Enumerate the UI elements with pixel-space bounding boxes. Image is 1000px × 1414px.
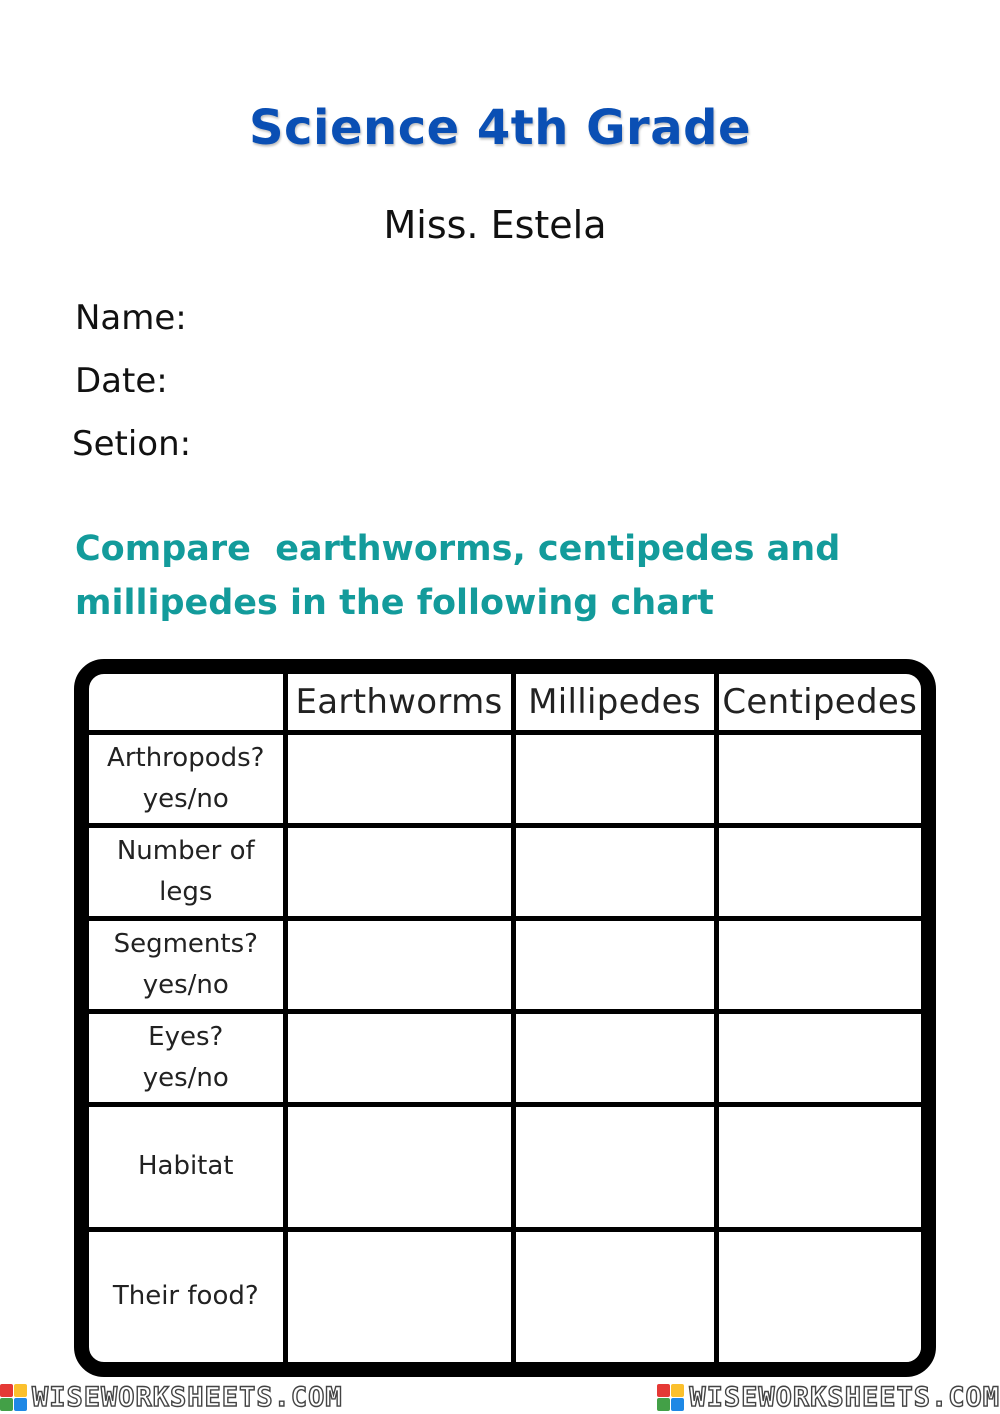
row-header-arthropods [89,732,285,825]
instructions [75,522,935,630]
watermark-text: WISEWORKSHEETS.COM [32,1382,343,1413]
answer-cell-arthropods-centipedes[interactable] [716,732,921,825]
row-header-line: yes/no [142,783,229,814]
row-header-segments [89,918,285,1011]
row-header-line: legs [159,876,213,907]
watermark-left [0,1382,343,1413]
watermark-text: WISEWORKSHEETS.COM [689,1382,1000,1413]
wiseworksheets-logo-icon [0,1384,27,1411]
answer-cell-legs-centipedes[interactable] [716,825,921,918]
header-row [89,674,921,732]
row-header-line: Habitat [137,1151,234,1181]
answer-cell-arthropods-millipedes[interactable] [513,732,716,825]
corner-cell [89,674,285,732]
row-header-line: yes/no [142,1062,229,1093]
column-header-earthworms: Earthworms [285,674,513,732]
answer-cell-food-centipedes[interactable] [716,1229,921,1362]
table-row [89,1104,921,1229]
name-label: Name: [75,298,187,338]
answer-cell-eyes-earthworms[interactable] [285,1011,513,1104]
answer-cell-eyes-millipedes[interactable] [513,1011,716,1104]
column-header-centipedes: Centipedes [716,674,921,732]
wiseworksheets-logo-icon [657,1384,684,1411]
answer-cell-legs-earthworms[interactable] [285,825,513,918]
answer-cell-arthropods-earthworms[interactable] [285,732,513,825]
answer-cell-segments-centipedes[interactable] [716,918,921,1011]
instructions-line-2: millipedes in the following chart [75,583,714,623]
comparison-table [89,674,921,1362]
table-row [89,1011,921,1104]
answer-cell-food-millipedes[interactable] [513,1229,716,1362]
row-header-line: Arthropods? [107,742,265,773]
row-header-eyes [89,1011,285,1104]
section-label: Setion: [72,424,192,464]
row-header-line: Segments? [113,928,258,959]
footer-watermark-bar [0,1381,1000,1414]
instructions-line-1: Compare earthworms, centipedes and [75,529,841,569]
table-row [89,825,921,918]
teacher-name: Miss. Estela [383,203,607,247]
table-row [89,1229,921,1362]
answer-cell-habitat-earthworms[interactable] [285,1104,513,1229]
comparison-chart [74,659,936,1377]
row-header-line: Number of [116,835,255,866]
answer-cell-food-earthworms[interactable] [285,1229,513,1362]
answer-cell-segments-earthworms[interactable] [285,918,513,1011]
table-row [89,918,921,1011]
row-header-line: yes/no [142,969,229,1000]
answer-cell-eyes-centipedes[interactable] [716,1011,921,1104]
row-header-habitat [89,1104,285,1229]
answer-cell-legs-millipedes[interactable] [513,825,716,918]
row-header-line: Their food? [112,1281,259,1312]
row-header-line: Eyes? [148,1021,224,1052]
row-header-food [89,1229,285,1362]
answer-cell-habitat-centipedes[interactable] [716,1104,921,1229]
table-row [89,732,921,825]
watermark-right [657,1382,1000,1413]
worksheet-title: Science 4th Grade [248,100,752,156]
answer-cell-segments-millipedes[interactable] [513,918,716,1011]
row-header-number-of-legs [89,825,285,918]
date-label: Date: [75,361,168,401]
column-header-millipedes: Millipedes [513,674,716,732]
answer-cell-habitat-millipedes[interactable] [513,1104,716,1229]
